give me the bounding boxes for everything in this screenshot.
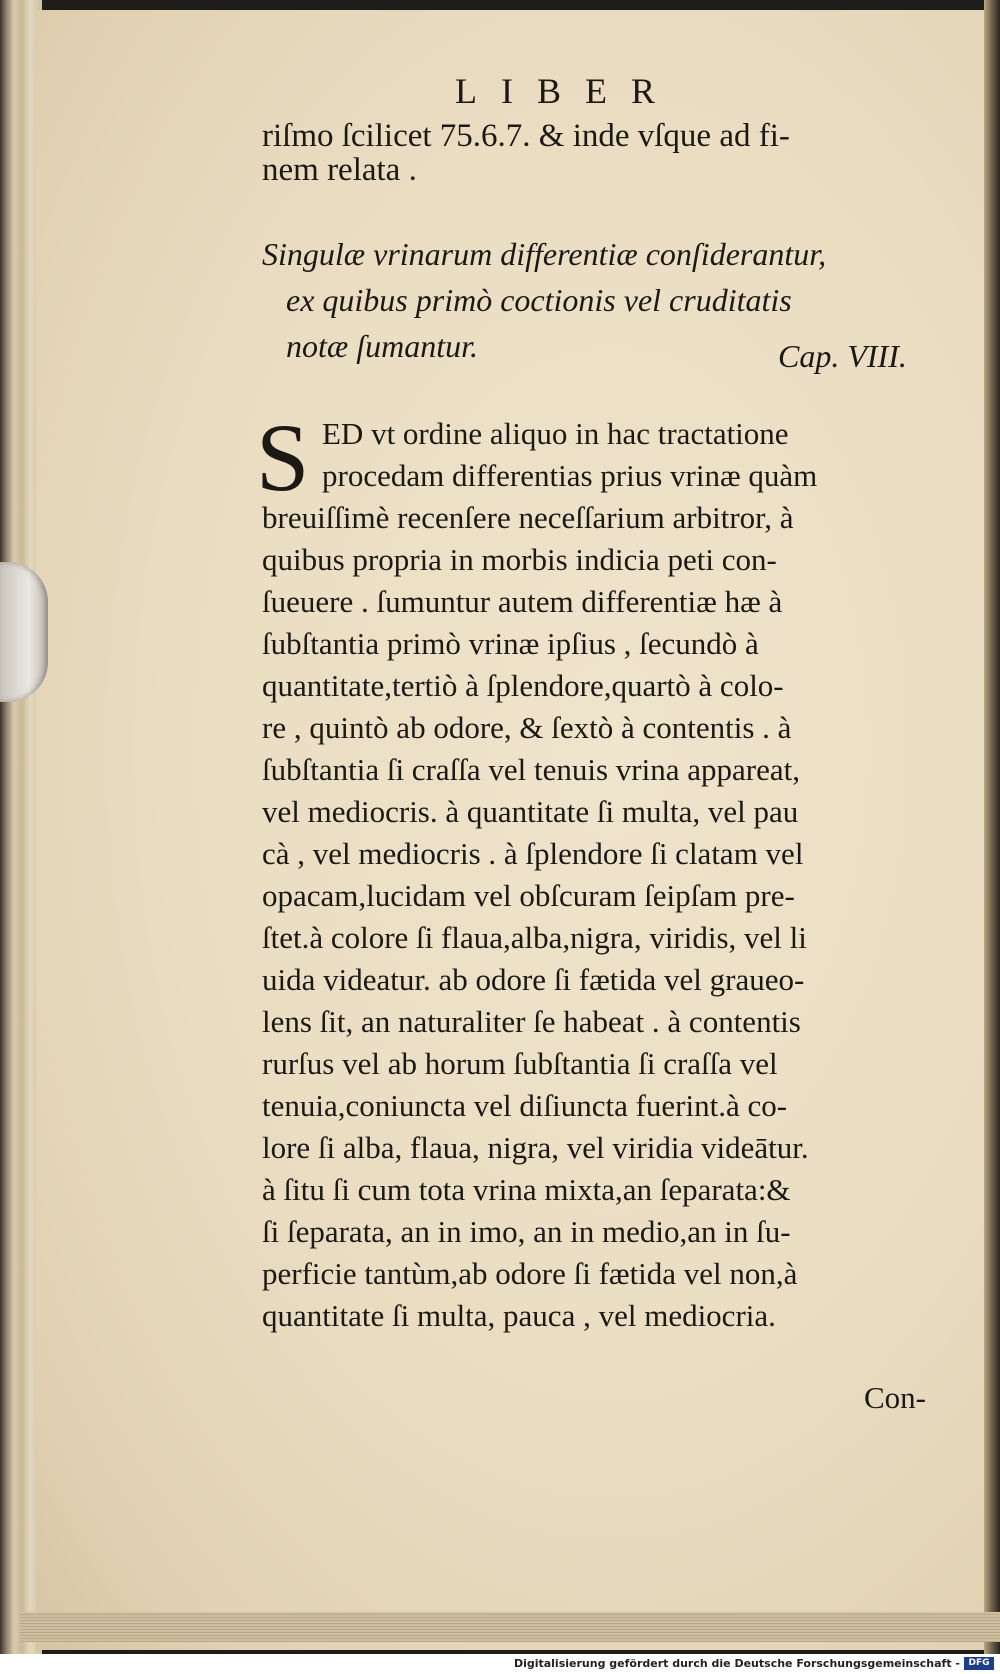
body-line: ſubſtantia ſi craſſa vel tenuis vrina appareat, xyxy=(262,752,800,787)
body-line: re , quintò ab odore, & ſextò à contentis . à xyxy=(262,710,792,745)
body-line: lore ſi alba, flaua, nigra, vel viridia videātur. xyxy=(262,1130,809,1165)
catchword: Con- xyxy=(864,1380,926,1415)
page-edges xyxy=(20,1612,1000,1642)
body-line: ſubſtantia primò vrinæ ipſius , ſecundò à xyxy=(262,626,759,661)
body-line: opacam,lucidam vel obſcuram ſeipſam pre- xyxy=(262,878,795,913)
body-line: procedam differentias prius vrinæ quàm xyxy=(322,458,818,493)
body-line: lens ſit, an naturaliter ſe habeat . à contentis xyxy=(262,1004,801,1039)
body-line: perficie tantùm,ab odore ſi fætida vel non,à xyxy=(262,1256,798,1291)
body-line: quibus propria in morbis indicia peti con- xyxy=(262,542,777,577)
body-line: cà , vel mediocris . à ſplendore ſi clatam vel xyxy=(262,836,804,871)
body-line: ſueuere . ſumuntur autem differentiæ hæ à xyxy=(262,584,783,619)
chapter-heading-line: ex quibus primò coctionis vel cruditatis xyxy=(286,282,792,318)
body-line: ſi ſeparata, an in imo, an in medio,an in ſu- xyxy=(262,1214,791,1249)
body-line: vel mediocris. à quantitate ſi multa, vel pau xyxy=(262,794,799,829)
body-line: tenuia,coniuncta vel diſiuncta fuerint.à co- xyxy=(262,1088,788,1123)
chapter-heading-line: Singulæ vrinarum differentiæ conſiderantur, xyxy=(262,236,827,272)
body-line: ED vt ordine aliquo in hac tractatione xyxy=(322,416,789,451)
dfg-logo: DFG xyxy=(964,1657,994,1670)
digitization-footer xyxy=(0,1654,1000,1674)
carryover-line: nem relata . xyxy=(262,152,417,188)
book-gutter xyxy=(984,0,1000,1674)
chapter-label: Cap. VIII. xyxy=(778,338,907,374)
running-head: LIBER xyxy=(455,71,679,111)
carryover-line: riſmo ſcilicet 75.6.7. & inde vſque ad fi- xyxy=(262,118,790,154)
body-line: quantitate ſi multa, pauca , vel mediocria. xyxy=(262,1298,776,1333)
body-line: uida videatur. ab odore ſi fætida vel graueo- xyxy=(262,962,805,997)
clasp-icon xyxy=(0,562,48,702)
drop-cap: S xyxy=(256,404,310,511)
body-line: rurſus vel ab horum ſubſtantia ſi craſſa vel xyxy=(262,1046,778,1081)
chapter-heading-line: notæ ſumantur. xyxy=(286,328,479,364)
funding-credit: Digitalisierung gefördert durch die Deutsche Forschungsgemeinschaft - xyxy=(513,1657,960,1670)
body-line: à ſitu ſi cum tota vrina mixta,an ſeparata:& xyxy=(262,1172,791,1207)
body-line: ſtet.à colore ſi flaua,alba,nigra, viridis, vel li xyxy=(262,920,807,955)
body-line: quantitate,tertiò à ſplendore,quartò à colo- xyxy=(262,668,784,703)
body-line: breuiſſimè recenſere neceſſarium arbitror, à xyxy=(262,500,794,535)
